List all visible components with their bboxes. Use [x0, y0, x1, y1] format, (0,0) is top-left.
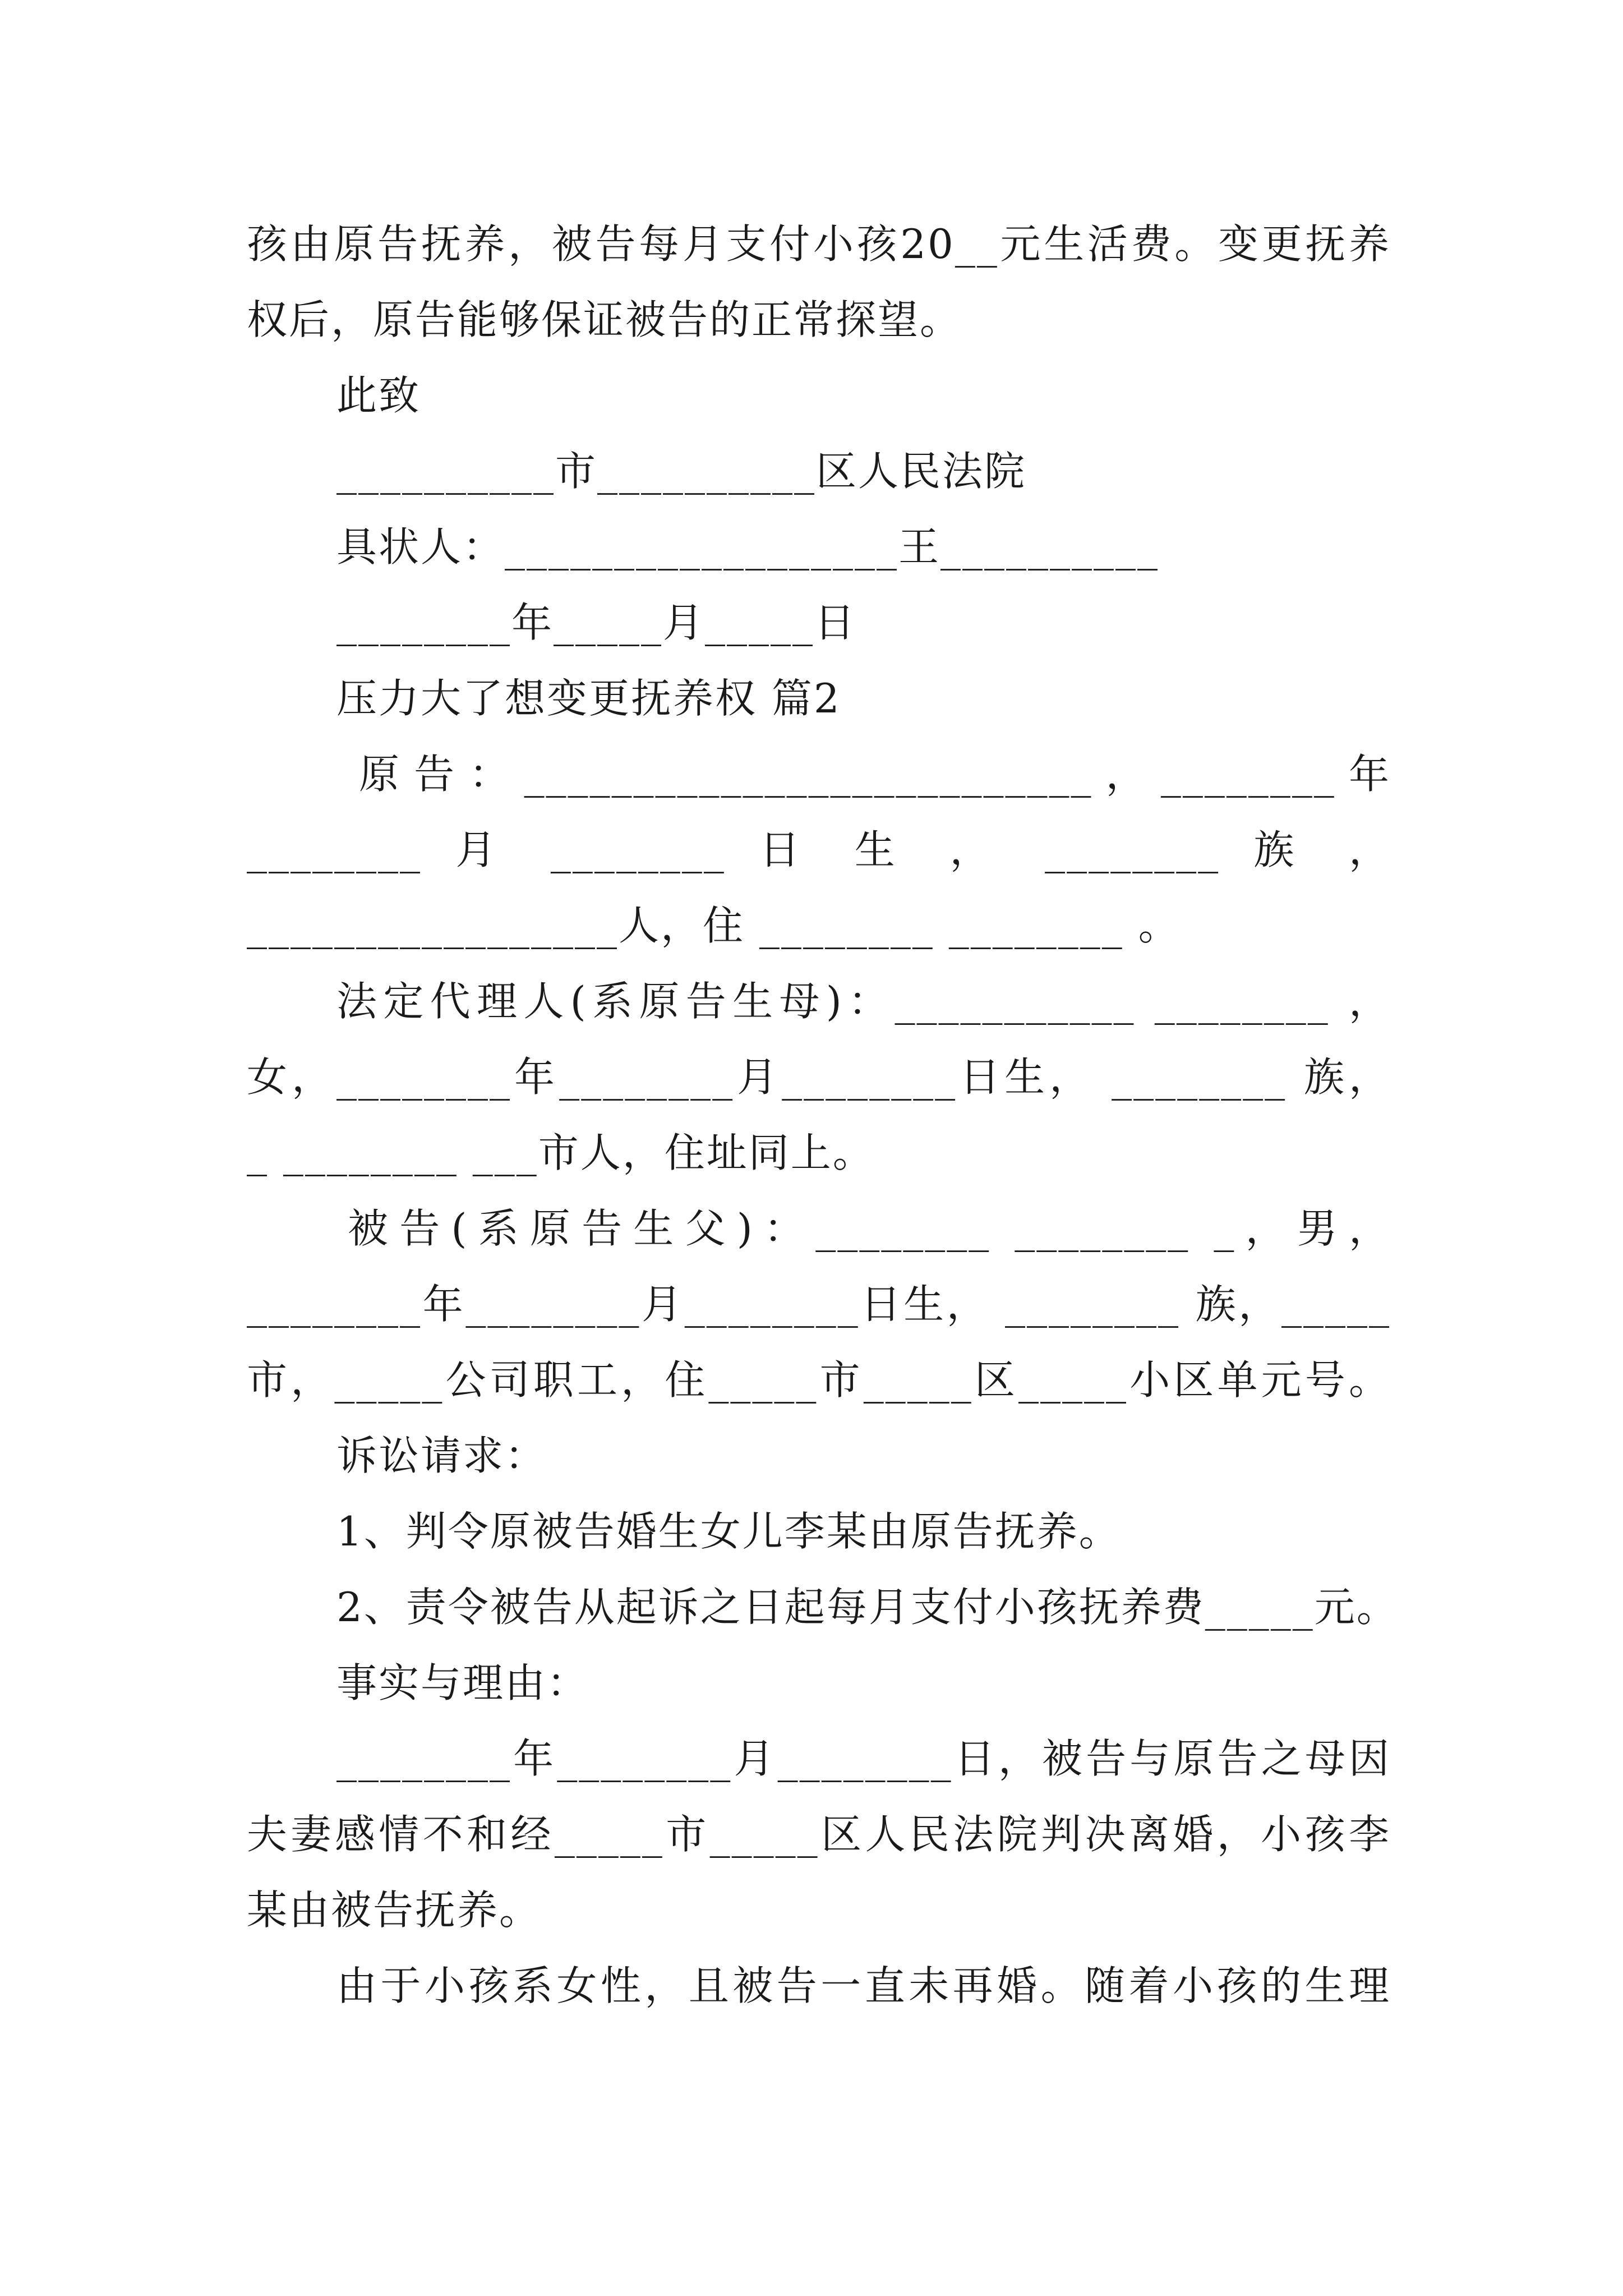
facts-line: ________年________月________日，被告与原告之母因 — [336, 1735, 1391, 1782]
court-address-line: __________市__________区人民法院 — [336, 448, 1027, 495]
claim-item: 2、责令被告从起诉之日起每月支付小孩抚养费_____元。 — [336, 1584, 1399, 1631]
defendant-line: 市，_____公司职工，住_____市_____区_____小区单元号。 — [247, 1356, 1391, 1404]
guardian-line: 法定代理人(系原告生母)：___________ ________ ， — [336, 978, 1391, 1025]
date-line: ________年_____月_____日 — [336, 599, 856, 646]
paragraph-line: 孩由原告抚养，被告每月支付小孩20__元生活费。变更抚养 — [247, 220, 1391, 268]
signatory-line: 具状人：__________________王__________ — [336, 523, 1160, 570]
plaintiff-line: _________________人，住 ________ ________ 。 — [247, 902, 1181, 949]
defendant-line: ________年________月________日生， ________ 族，_____ — [247, 1281, 1391, 1328]
claim-item: 1、判令原被告婚生女儿李某由原告抚养。 — [336, 1508, 1121, 1555]
facts-line: 由于小孩系女性，且被告一直未再婚。随着小孩的生理 — [336, 1962, 1391, 2009]
plaintiff-line: ________ 月 ________ 日 生 ， ________ 族 ， — [247, 826, 1391, 873]
facts-line: 夫妻感情不和经_____市_____区人民法院判决离婚，小孩李 — [247, 1811, 1391, 1858]
claims-heading: 诉讼请求： — [336, 1432, 547, 1479]
paragraph-line: 权后，原告能够保证被告的正常探望。 — [247, 296, 962, 343]
salutation-line: 此致 — [336, 372, 421, 419]
facts-heading: 事实与理由： — [336, 1659, 589, 1706]
plaintiff-line: 原告：__________________________，________年 — [359, 751, 1391, 798]
section-heading: 压力大了想变更抚养权 篇2 — [336, 675, 841, 722]
facts-line: 某由被告抚养。 — [247, 1887, 542, 1934]
guardian-line: _ ________ ___市人，住址同上。 — [247, 1129, 875, 1176]
defendant-line: 被告(系原告生父)：________ ________ _，男， — [348, 1205, 1391, 1252]
guardian-line: 女，________年________月________日生， ________ 族， — [247, 1053, 1391, 1101]
